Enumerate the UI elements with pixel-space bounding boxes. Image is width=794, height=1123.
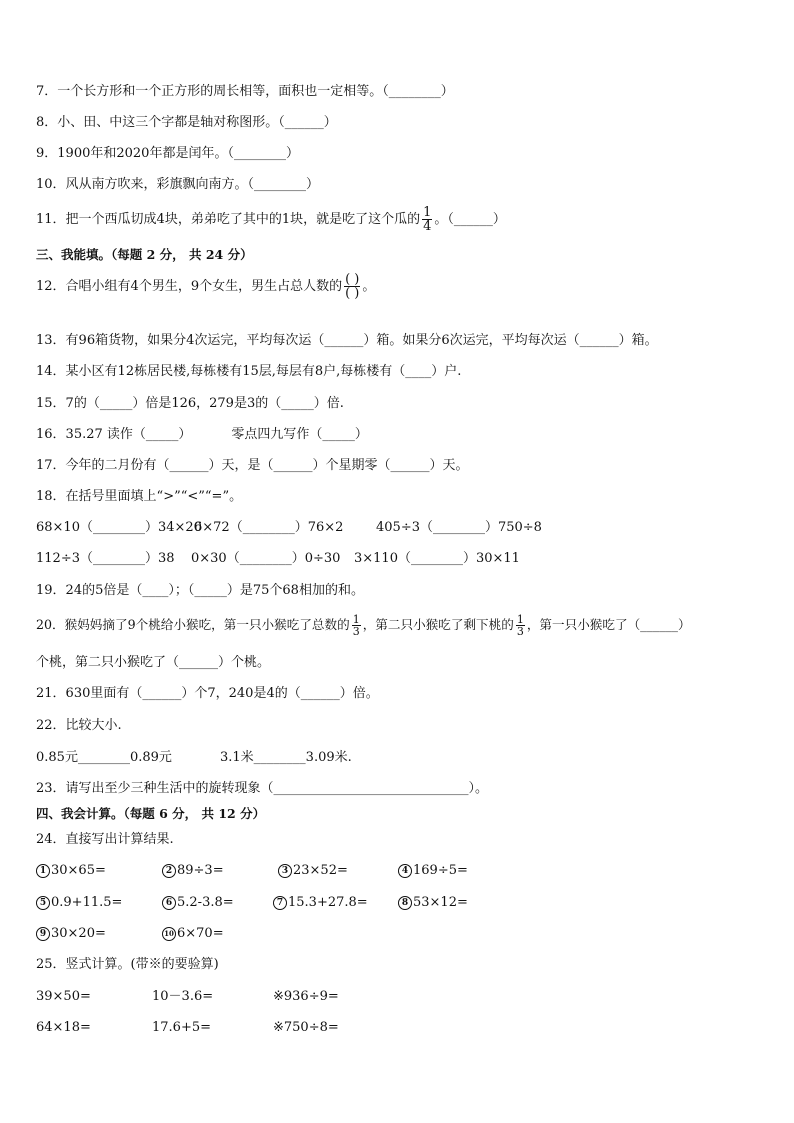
comparison-item: 405÷3（________）750÷8 — [376, 520, 542, 535]
question-25: 25．竖式计算。(带※的要验算) — [36, 957, 219, 972]
circled-number: 9 — [36, 927, 50, 941]
question-23: 23．请写出至少三种生活中的旋转现象（______________________________）。 — [36, 781, 489, 796]
question-19: 19．24的5倍是（____）；（_____）是75个68相加的和。 — [36, 583, 364, 598]
fraction-blank: $\frac{( )}{( )}$ — [345, 272, 360, 301]
comparison-item: 112÷3（________）38 — [36, 551, 175, 566]
mental-math-item: 2 89÷3= — [162, 863, 224, 879]
question-22: 22．比较大小. — [36, 718, 122, 733]
question-20: 20．猴妈妈摘了9个桃给小猴吃，第一只小猴吃了总数的 $\frac{1}{3}$ ，第二只小猴吃了剩下桃的 $\frac{1}{3}$ ，第一只小猴吃了（______） — [36, 613, 691, 638]
vertical-calc-item: ※936÷9= — [273, 989, 339, 1004]
vertical-calc-item: 10－3.6= — [152, 989, 214, 1004]
circled-number: 10 — [162, 927, 176, 941]
compare-item: 0.85元________0.89元 — [36, 750, 172, 765]
vertical-calc-item: 39×50= — [36, 989, 91, 1004]
mental-math-item: 5 0.9+11.5= — [36, 895, 122, 911]
mental-math-item: 6 5.2-3.8= — [162, 895, 234, 911]
mental-math-item: 7 15.3+27.8= — [273, 895, 368, 911]
question-16: 16．35.27 读作（_____） 零点四九写作（_____） — [36, 427, 368, 442]
section-3-heading: 三、我能填。（每题 2 分， 共 24 分） — [36, 247, 253, 262]
question-11: 11．把一个西瓜切成4块，弟弟吃了其中的1块，就是吃了这个瓜的 $\frac{1}{4}$ 。（______） — [36, 205, 506, 234]
fraction-one-third: $\frac{1}{3}$ — [516, 613, 524, 638]
question-18: 18．在括号里面填上“>”“<”“=”。 — [36, 489, 243, 504]
vertical-calc-item: 17.6+5= — [152, 1020, 212, 1035]
circled-number: 3 — [278, 864, 292, 878]
section-4-heading: 四、我会计算。（每题 6 分， 共 12 分） — [36, 806, 266, 821]
question-8: 8．小、田、中这三个字都是轴对称图形。（______） — [36, 115, 337, 130]
question-10: 10．风从南方吹来，彩旗飘向南方。（________） — [36, 177, 320, 192]
circled-number: 8 — [398, 896, 412, 910]
circled-number: 5 — [36, 896, 50, 910]
comparison-item: 3×110（________）30×11 — [354, 551, 520, 566]
mental-math-item: 9 30×20= — [36, 926, 106, 942]
comparison-item: 68×10（________）34×20 — [36, 520, 202, 535]
comparison-item: 0×30（________）0÷30 — [191, 551, 341, 566]
question-21: 21．630里面有（______）个7，240是4的（______）倍。 — [36, 686, 379, 701]
circled-number: 6 — [162, 896, 176, 910]
compare-item: 3.1米________3.09米. — [220, 750, 352, 765]
fraction-one-quarter: $\frac{1}{4}$ — [423, 205, 432, 234]
comparison-item: 6×72（________）76×2 — [194, 520, 344, 535]
circled-number: 2 — [162, 864, 176, 878]
question-20-line2: 个桃，第二只小猴吃了（______）个桃。 — [36, 655, 271, 670]
question-15: 15．7的（_____）倍是126，279是3的（_____）倍. — [36, 396, 344, 411]
mental-math-item: 10 6×70= — [162, 926, 224, 942]
vertical-calc-item: ※750÷8= — [273, 1020, 339, 1035]
question-13: 13．有96箱货物，如果分4次运完，平均每次运（______）箱。如果分6次运完，平均每次运（______）箱。 — [36, 333, 658, 348]
mental-math-item: 3 23×52= — [278, 863, 348, 879]
circled-number: 7 — [273, 896, 287, 910]
question-17: 17．今年的二月份有（______）天，是（______）个星期零（______）天。 — [36, 458, 469, 473]
fraction-one-third: $\frac{1}{3}$ — [352, 613, 360, 638]
question-12: 12．合唱小组有4个男生，9个女生，男生占总人数的 $\frac{( )}{( )}$ 。 — [36, 272, 376, 301]
circled-number: 1 — [36, 864, 50, 878]
question-9: 9．1900年和2020年都是闰年。（________） — [36, 146, 299, 161]
mental-math-item: 4 169÷5= — [398, 863, 468, 879]
vertical-calc-item: 64×18= — [36, 1020, 91, 1035]
question-7: 7．一个长方形和一个正方形的周长相等，面积也一定相等。（________） — [36, 84, 454, 99]
question-14: 14．某小区有12栋居民楼,每栋楼有15层,每层有8户,每栋楼有（____）户. — [36, 364, 462, 379]
mental-math-item: 1 30×65= — [36, 863, 106, 879]
question-24: 24．直接写出计算结果. — [36, 832, 174, 847]
mental-math-item: 8 53×12= — [398, 895, 468, 911]
circled-number: 4 — [398, 864, 412, 878]
